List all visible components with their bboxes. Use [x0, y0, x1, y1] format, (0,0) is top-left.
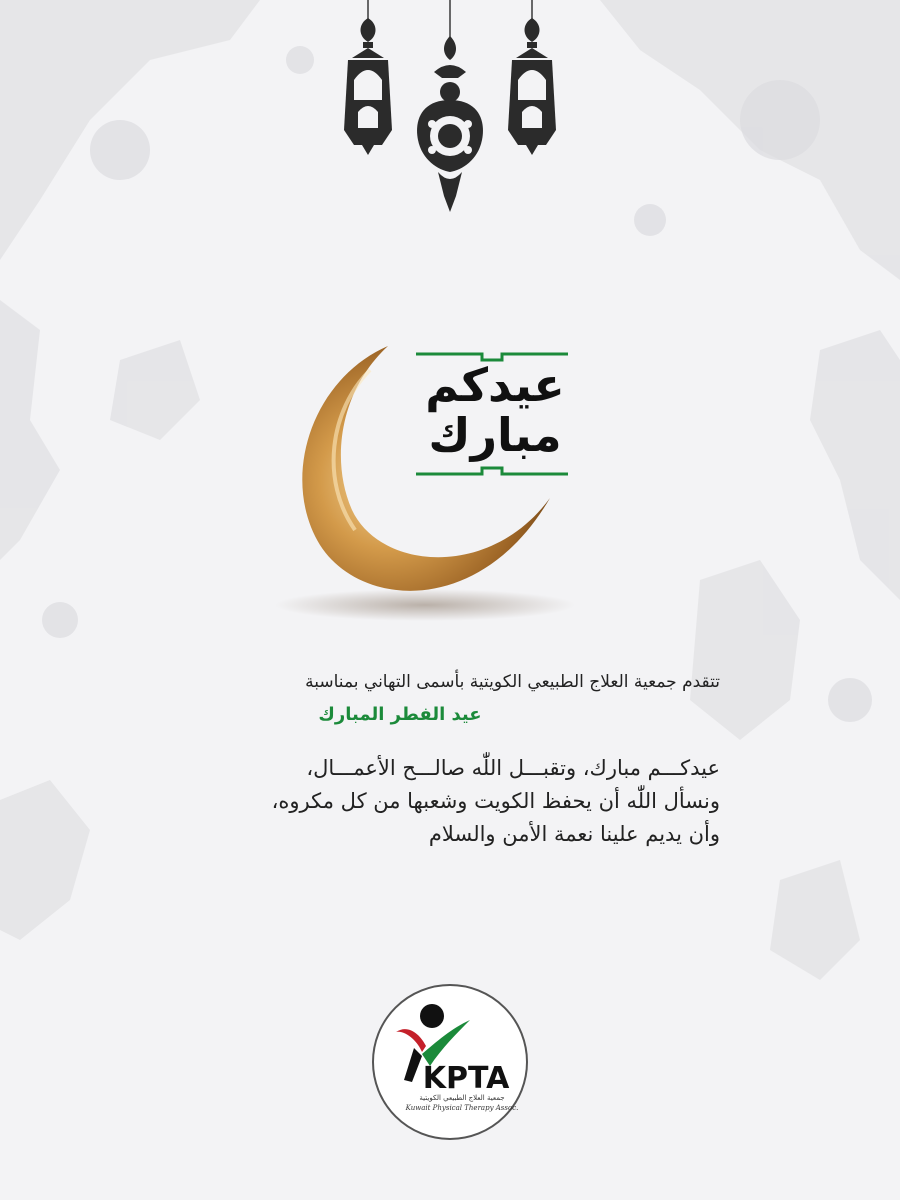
logo-bottom-rule: [412, 466, 572, 478]
greeting-message: [120, 752, 720, 851]
lantern-left-icon: [344, 18, 392, 155]
intro-text: تتقدم جمعية العلاج الطبيعي الكويتية بأسمى التهاني بمناسبة: [305, 672, 720, 692]
kpta-english-name: Kuwait Physical Therapy Assoc.: [405, 1104, 519, 1112]
kpta-logo: [370, 982, 530, 1142]
hanging-lanterns-icon: [330, 0, 570, 220]
eid-mubarak-logo: [412, 350, 578, 482]
kpta-acronym: KPTA: [422, 1061, 510, 1096]
logo-line-1: عيدكم: [425, 358, 565, 412]
figure-head-icon: [420, 1004, 444, 1028]
greeting-line-1: عيدكـــم مبارك، وتقبـــل اللّٰه صالـــح الأعمـــال،: [306, 756, 720, 780]
greeting-line-3: وأن يديم علينا نعمة الأمن والسلام: [428, 822, 720, 846]
occasion-title: عيد الفطر المبارك: [318, 704, 482, 725]
ornament-center-icon: [417, 36, 483, 212]
greeting-line-2: ونسأل اللّٰه أن يحفظ الكويت وشعبها من كل مكروه،: [271, 789, 720, 813]
kpta-arabic-name: جمعية العلاج الطبيعي الكويتية: [419, 1094, 505, 1102]
logo-line-2: مبارك: [428, 408, 562, 462]
lantern-right-icon: [508, 18, 556, 155]
